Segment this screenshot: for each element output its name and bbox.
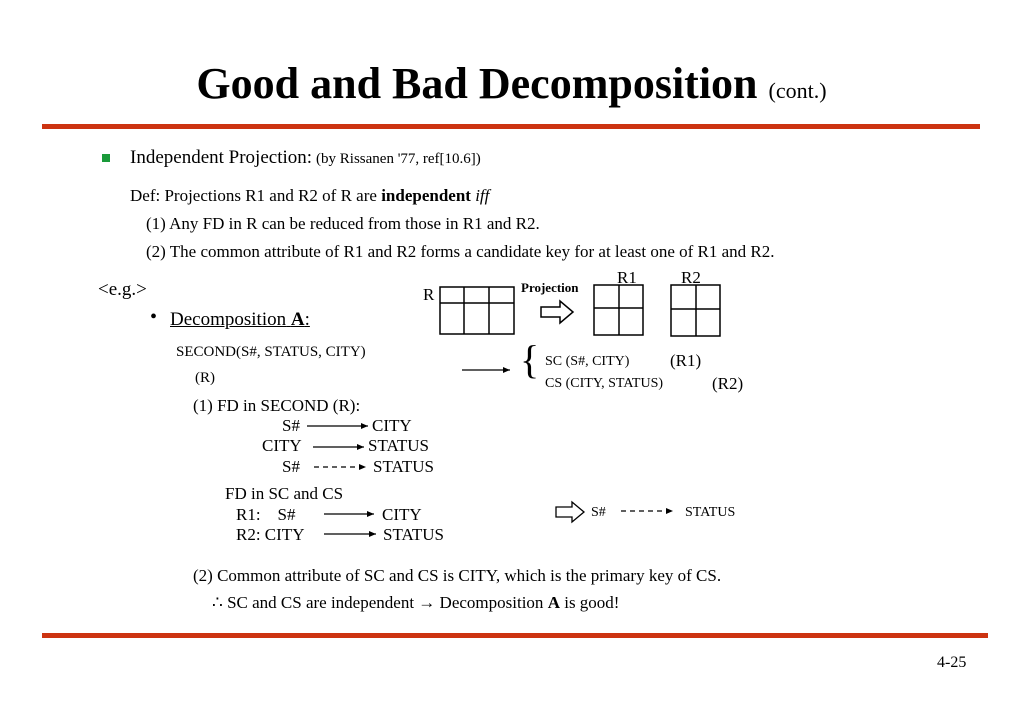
conclusion-letter: A [547,593,560,612]
sc-tag: (R1) [670,351,702,370]
definition-iff: iff [475,186,490,205]
diagram-r1-label: R1 [617,268,637,287]
cs-tag: (R2) [712,374,744,393]
diagram-projection-label: Projection [521,280,579,295]
conclusion-part-a: SC and CS are independent [227,593,415,612]
implies-arrow-icon: → [418,593,436,612]
definition-prefix: Def: Projections R1 and R2 of R are [130,186,377,205]
fd-r1-right: CITY [382,505,422,524]
fd2-left: CITY [262,436,302,455]
fd-r2-right: STATUS [383,525,444,544]
fd3-left: S# [282,457,300,476]
decomp-label: Decomposition [170,309,287,330]
fd2-right: STATUS [368,436,429,455]
page-number: 4-25 [937,654,967,671]
title-main: Good and Bad Decomposition [196,59,758,108]
brace-icon: { [520,337,540,382]
r2-table-icon [671,285,720,336]
bullet-label: Independent Projection: [130,147,313,168]
fd1-right: CITY [372,416,412,435]
decomp-letter: A [290,309,305,330]
fd-r2-left: R2: CITY [236,525,305,544]
fd-second-heading: (1) FD in SECOND (R): [193,396,361,415]
fd-sc-cs-heading: FD in SC and CS [225,484,344,503]
bullet-reference: (by Rissanen '77, ref[10.6]) [316,151,481,167]
cs-schema: CS (CITY, STATUS) [545,376,664,391]
projection-arrow-icon [541,301,573,323]
therefore-symbol: ∴ [212,593,223,612]
conclusion-part-c: is good! [564,593,620,612]
round-bullet-icon: • [150,306,158,328]
fd3-right: STATUS [373,457,434,476]
condition-1: (1) Any FD in R can be reduced from those in R1 and R2. [146,214,540,233]
fd-r1-left: R1: S# [236,505,296,524]
condition-2: (2) The common attribute of R1 and R2 forms a candidate key for at least one of R1 and R2. [146,242,775,261]
title-sub: (cont.) [768,78,827,103]
example-label: <e.g.> [98,279,147,300]
conclusion-line-1: (2) Common attribute of SC and CS is CITY, which is the primary key of CS. [193,566,722,585]
derived-left: S# [591,505,606,520]
r-table-icon [440,287,514,334]
implication-arrow-icon [556,502,584,522]
sc-schema: SC (S#, CITY) [545,354,630,369]
fd1-left: S# [282,416,300,435]
definition-keyword: independent [381,186,471,205]
relation-r-tag: (R) [195,370,215,386]
diagram-r-label: R [423,285,435,304]
r1-table-icon [594,285,643,335]
diagram-r2-label: R2 [681,268,701,287]
relation-second: SECOND(S#, STATUS, CITY) [176,344,366,360]
derived-right: STATUS [685,505,736,520]
conclusion-part-b: Decomposition [439,593,544,612]
decomp-colon: : [304,309,310,330]
